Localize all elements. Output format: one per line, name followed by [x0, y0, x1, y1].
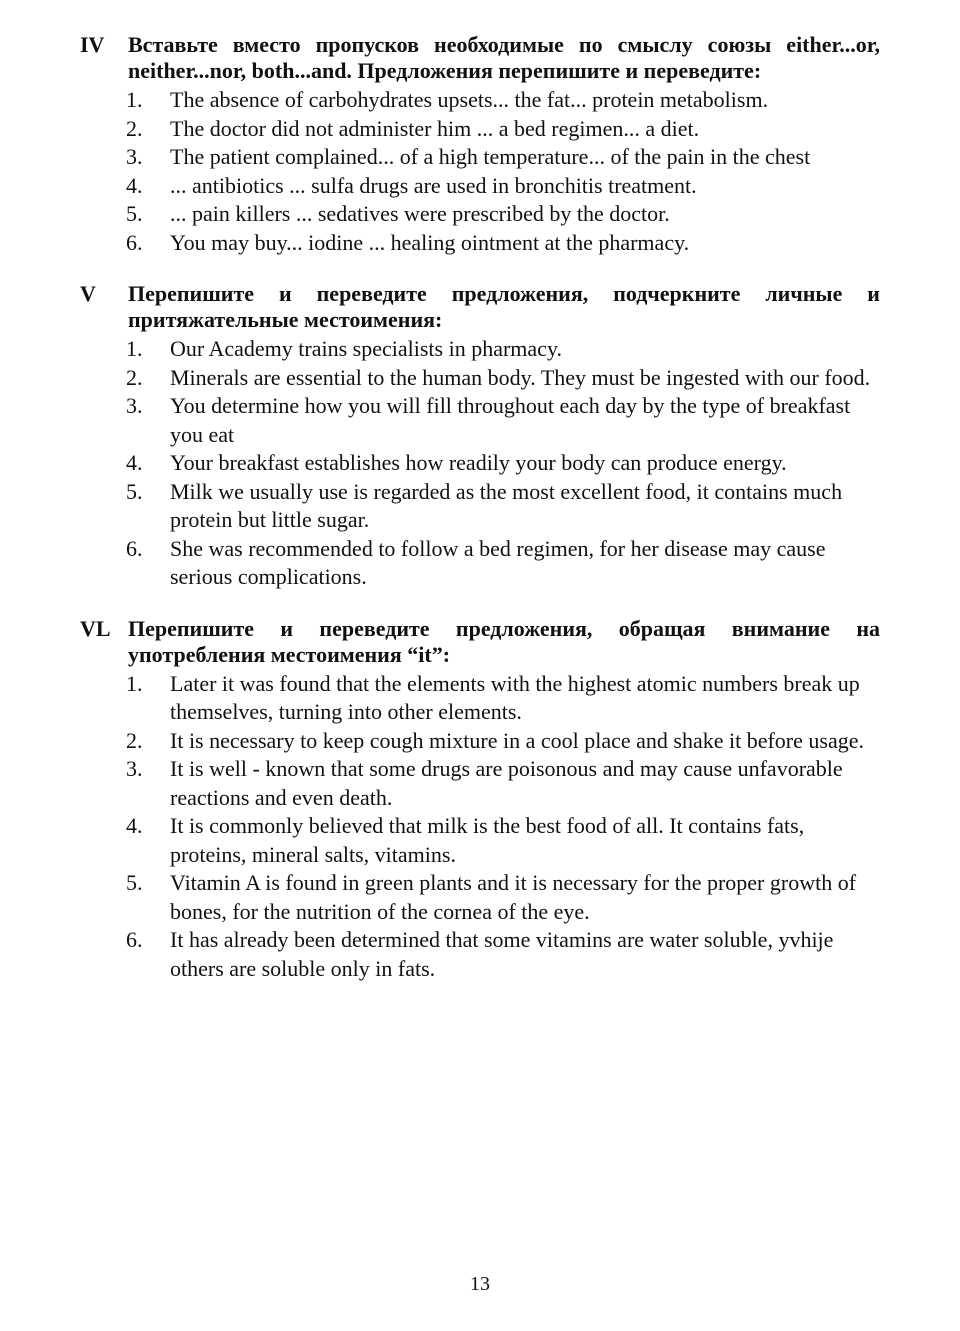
- list-item: [80, 364, 880, 393]
- list-item: [80, 869, 880, 926]
- exercise-section-iv: [80, 32, 880, 257]
- section-number: VL: [80, 615, 111, 641]
- list-item: [80, 727, 880, 756]
- section-instruction: Вставьте вместо пропусков необходимые по смыслу союзы either...or, neither...nor, both...and. Предложения перепишите и переведите:: [128, 32, 880, 83]
- exercise-list: [80, 335, 880, 592]
- item-text: She was recommended to follow a bed regimen, for her disease may cause serious complications.: [170, 535, 826, 589]
- item-number: 5.: [126, 478, 143, 504]
- item-number: 2.: [126, 727, 143, 753]
- list-item: [80, 200, 880, 229]
- item-text: It is well - known that some drugs are poisonous and may cause unfavorable reactions and even death.: [170, 756, 843, 810]
- item-text: ... pain killers ... sedatives were prescribed by the doctor.: [170, 201, 670, 226]
- item-number: 4.: [126, 172, 143, 198]
- document-page: [80, 32, 880, 1007]
- section-instruction: Перепишите и переведите предложения, подчеркните личные и притяжательные местоимения:: [128, 281, 880, 332]
- item-text: Vitamin A is found in green plants and it is necessary for the proper growth of bones, for the nutrition of the cornea of the eye.: [170, 870, 857, 924]
- list-item: [80, 926, 880, 983]
- item-number: 5.: [126, 201, 143, 226]
- exercise-section-vi: [80, 616, 880, 984]
- section-heading: [80, 32, 880, 84]
- list-item: [80, 86, 880, 115]
- exercise-section-v: [80, 281, 880, 592]
- list-item: [80, 115, 880, 144]
- list-item: [80, 535, 880, 592]
- list-item: [80, 335, 880, 364]
- item-text: You may buy... iodine ... healing ointment at the pharmacy.: [170, 229, 690, 255]
- item-text: The patient complained... of a high temperature... of the pain in the chest: [170, 144, 811, 169]
- list-item: [80, 143, 880, 172]
- item-number: 4.: [126, 450, 143, 475]
- list-item: [80, 478, 880, 535]
- item-text: Minerals are essential to the human body. They must be ingested with our food.: [170, 364, 871, 390]
- item-number: 5.: [126, 870, 143, 895]
- list-item: [80, 812, 880, 869]
- item-number: 3.: [126, 393, 143, 418]
- item-number: 6.: [126, 927, 143, 952]
- list-item: [80, 229, 880, 258]
- item-number: 6.: [126, 535, 143, 561]
- item-number: 1.: [126, 670, 143, 696]
- item-text: It is necessary to keep cough mixture in a cool place and shake it before usage.: [170, 727, 864, 753]
- item-number: 1.: [126, 336, 143, 361]
- item-text: Later it was found that the elements with the highest atomic numbers break up themselves, turning into other elements.: [170, 670, 860, 724]
- item-text: Milk we usually use is regarded as the most excellent food, it contains much protein but little sugar.: [170, 478, 843, 532]
- item-text: The absence of carbohydrates upsets... the fat... protein metabolism.: [170, 87, 769, 112]
- section-heading: [80, 281, 880, 333]
- item-text: It is commonly believed that milk is the best food of all. It contains fats, proteins, mineral salts, vitamins.: [170, 813, 805, 867]
- section-number: IV: [80, 32, 105, 57]
- exercise-list: [80, 86, 880, 257]
- section-instruction: Перепишите и переведите предложения, обращая внимание на употребления местоимения “it”:: [128, 615, 880, 667]
- list-item: [80, 755, 880, 812]
- list-item: [80, 172, 880, 201]
- item-number: 2.: [126, 364, 143, 390]
- list-item: [80, 449, 880, 478]
- item-number: 1.: [126, 87, 143, 112]
- item-number: 3.: [126, 144, 143, 169]
- item-number: 2.: [126, 115, 143, 141]
- page-number: 13: [470, 1273, 490, 1295]
- item-text: Our Academy trains specialists in pharmacy.: [170, 336, 563, 361]
- item-number: 6.: [126, 229, 143, 255]
- list-item: [80, 392, 880, 449]
- section-heading: [80, 616, 880, 668]
- item-text: It has already been determined that some vitamins are water soluble, yvhije others are soluble only in fats.: [170, 927, 834, 981]
- item-text: The doctor did not administer him ... a bed regimen... a diet.: [170, 115, 700, 141]
- item-text: ... antibiotics ... sulfa drugs are used in bronchitis treatment.: [170, 172, 697, 198]
- item-number: 3.: [126, 756, 143, 781]
- exercise-list: [80, 670, 880, 984]
- item-text: Your breakfast establishes how readily your body can produce energy.: [170, 450, 787, 475]
- item-text: You determine how you will fill throughout each day by the type of breakfast you eat: [170, 393, 851, 447]
- section-number: V: [80, 281, 96, 306]
- list-item: [80, 670, 880, 727]
- item-number: 4.: [126, 813, 143, 838]
